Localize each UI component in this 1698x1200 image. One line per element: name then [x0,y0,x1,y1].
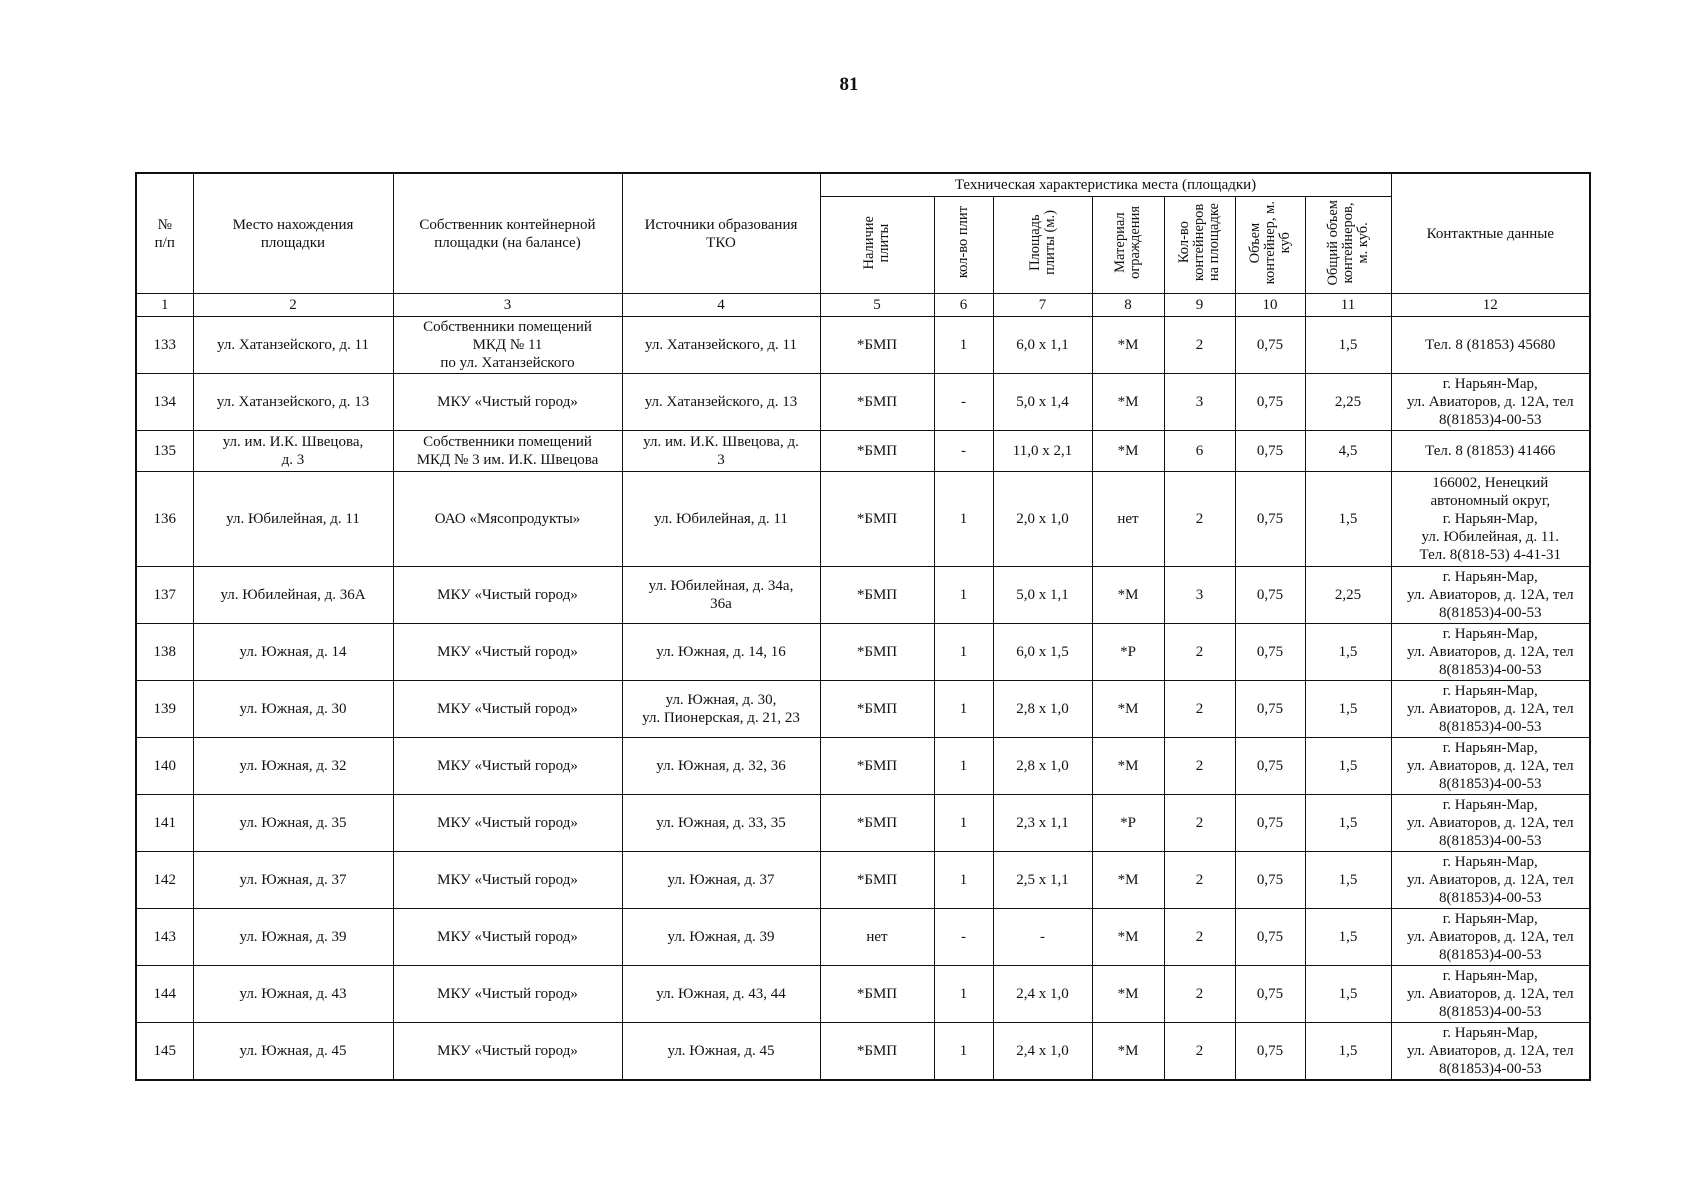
cell-container-count: 2 [1164,909,1235,966]
header-contacts: Контактные данные [1391,173,1590,294]
cell-plate-presence: *БМП [820,431,934,472]
cell-plate-presence: *БМП [820,317,934,374]
cell-owner: МКУ «Чистый город» [393,1023,622,1081]
cell-row-number: 139 [136,681,193,738]
cell-plate-presence: *БМП [820,1023,934,1081]
cell-contacts: г. Нарьян-Мар, ул. Авиаторов, д. 12А, тел 8(81853)4-00-53 [1391,966,1590,1023]
column-number: 7 [993,294,1092,317]
cell-row-number: 134 [136,374,193,431]
cell-plate-count: 1 [934,738,993,795]
cell-sources: ул. Южная, д. 14, 16 [622,624,820,681]
cell-fence-material: *М [1092,852,1164,909]
cell-container-volume: 0,75 [1235,567,1305,624]
cell-contacts: г. Нарьян-Мар, ул. Авиаторов, д. 12А, тел 8(81853)4-00-53 [1391,374,1590,431]
cell-container-count: 3 [1164,374,1235,431]
header-plate-presence-cell [820,197,934,294]
cell-plate-count: 1 [934,472,993,567]
cell-fence-material: *М [1092,567,1164,624]
cell-sources: ул. Южная, д. 37 [622,852,820,909]
cell-plate-count: - [934,374,993,431]
cell-fence-material: *Р [1092,624,1164,681]
cell-container-count: 2 [1164,795,1235,852]
header-sources: Источники образования ТКО [622,173,820,294]
cell-container-count: 2 [1164,317,1235,374]
cell-row-number: 142 [136,852,193,909]
cell-container-count: 2 [1164,966,1235,1023]
cell-owner: МКУ «Чистый город» [393,795,622,852]
cell-total-volume: 2,25 [1305,374,1391,431]
table-body [136,317,1590,1081]
cell-sources: ул. им. И.К. Швецова, д. 3 [622,431,820,472]
cell-plate-area: 2,3 х 1,1 [993,795,1092,852]
cell-container-count: 2 [1164,738,1235,795]
column-number: 1 [136,294,193,317]
cell-container-volume: 0,75 [1235,909,1305,966]
cell-location: ул. Южная, д. 30 [193,681,393,738]
table-row [136,852,1590,909]
cell-plate-count: 1 [934,317,993,374]
cell-container-count: 2 [1164,624,1235,681]
cell-total-volume: 1,5 [1305,966,1391,1023]
header-location: Место нахождения площадки [193,173,393,294]
page-number: 81 [839,74,859,95]
cell-row-number: 133 [136,317,193,374]
header-plate-area-cell [993,197,1092,294]
cell-contacts: г. Нарьян-Мар, ул. Авиаторов, д. 12А, тел 8(81853)4-00-53 [1391,1023,1590,1081]
table-row [136,567,1590,624]
cell-plate-count: 1 [934,966,993,1023]
cell-fence-material: нет [1092,472,1164,567]
cell-contacts: г. Нарьян-Мар, ул. Авиаторов, д. 12А, тел 8(81853)4-00-53 [1391,624,1590,681]
cell-plate-area: 2,4 х 1,0 [993,1023,1092,1081]
cell-plate-presence: *БМП [820,681,934,738]
cell-row-number: 136 [136,472,193,567]
cell-sources: ул. Хатанзейского, д. 13 [622,374,820,431]
cell-location: ул. Юбилейная, д. 36А [193,567,393,624]
cell-location: ул. Хатанзейского, д. 11 [193,317,393,374]
cell-contacts: г. Нарьян-Мар, ул. Авиаторов, д. 12А, тел 8(81853)4-00-53 [1391,567,1590,624]
cell-plate-area: 5,0 х 1,4 [993,374,1092,431]
cell-contacts: г. Нарьян-Мар, ул. Авиаторов, д. 12А, тел 8(81853)4-00-53 [1391,738,1590,795]
cell-plate-presence: *БМП [820,567,934,624]
cell-sources: ул. Южная, д. 30, ул. Пионерская, д. 21, 23 [622,681,820,738]
header-plate-area: Площадь плиты (м.) [1026,210,1058,275]
cell-location: ул. Юбилейная, д. 11 [193,472,393,567]
cell-plate-area: 6,0 х 1,5 [993,624,1092,681]
cell-sources: ул. Южная, д. 43, 44 [622,966,820,1023]
cell-plate-presence: *БМП [820,374,934,431]
column-number: 12 [1391,294,1590,317]
table-row [136,472,1590,567]
column-number: 5 [820,294,934,317]
cell-plate-count: 1 [934,681,993,738]
cell-container-count: 2 [1164,472,1235,567]
column-number: 10 [1235,294,1305,317]
cell-owner: МКУ «Чистый город» [393,374,622,431]
header-fence-material: Материал ограждения [1112,206,1143,279]
table-row [136,1023,1590,1081]
cell-total-volume: 1,5 [1305,909,1391,966]
cell-total-volume: 2,25 [1305,567,1391,624]
table-row [136,431,1590,472]
header-container-volume-cell [1235,197,1305,294]
cell-location: ул. Южная, д. 45 [193,1023,393,1081]
table-row [136,966,1590,1023]
cell-plate-count: - [934,431,993,472]
cell-owner: МКУ «Чистый город» [393,852,622,909]
cell-container-volume: 0,75 [1235,795,1305,852]
cell-sources: ул. Хатанзейского, д. 11 [622,317,820,374]
header-container-volume: Объем контейнер, м. куб [1246,200,1293,285]
header-container-count: Кол-во контейнеров на площадке [1176,203,1222,282]
cell-owner: Собственники помещений МКД № 11 по ул. Хатанзейского [393,317,622,374]
header-no: № п/п [136,173,193,294]
cell-total-volume: 1,5 [1305,795,1391,852]
cell-contacts: г. Нарьян-Мар, ул. Авиаторов, д. 12А, тел 8(81853)4-00-53 [1391,795,1590,852]
cell-location: ул. Хатанзейского, д. 13 [193,374,393,431]
column-number: 2 [193,294,393,317]
cell-container-volume: 0,75 [1235,472,1305,567]
column-number: 9 [1164,294,1235,317]
cell-owner: МКУ «Чистый город» [393,738,622,795]
container-sites-table [135,172,1591,1081]
cell-fence-material: *М [1092,966,1164,1023]
cell-plate-count: 1 [934,567,993,624]
cell-contacts: Тел. 8 (81853) 45680 [1391,317,1590,374]
cell-fence-material: *М [1092,317,1164,374]
cell-sources: ул. Южная, д. 32, 36 [622,738,820,795]
cell-location: ул. им. И.К. Швецова, д. 3 [193,431,393,472]
header-owner: Собственник контейнерной площадки (на балансе) [393,173,622,294]
cell-container-volume: 0,75 [1235,317,1305,374]
cell-container-count: 2 [1164,681,1235,738]
cell-owner: МКУ «Чистый город» [393,681,622,738]
cell-plate-area: 11,0 х 2,1 [993,431,1092,472]
cell-plate-presence: *БМП [820,852,934,909]
cell-fence-material: *М [1092,909,1164,966]
header-total-volume-cell [1305,197,1391,294]
cell-contacts: г. Нарьян-Мар, ул. Авиаторов, д. 12А, тел 8(81853)4-00-53 [1391,852,1590,909]
cell-container-volume: 0,75 [1235,374,1305,431]
table-row [136,909,1590,966]
table-row [136,317,1590,374]
header-container-count-cell [1164,197,1235,294]
cell-total-volume: 1,5 [1305,738,1391,795]
cell-plate-presence: *БМП [820,795,934,852]
cell-row-number: 135 [136,431,193,472]
header-tech-group: Техническая характеристика места (площадки) [820,173,1391,197]
cell-plate-count: - [934,909,993,966]
cell-owner: МКУ «Чистый город» [393,567,622,624]
cell-plate-area: 5,0 х 1,1 [993,567,1092,624]
cell-plate-count: 1 [934,795,993,852]
cell-sources: ул. Южная, д. 45 [622,1023,820,1081]
cell-owner: МКУ «Чистый город» [393,909,622,966]
cell-fence-material: *М [1092,738,1164,795]
cell-sources: ул. Юбилейная, д. 11 [622,472,820,567]
cell-location: ул. Южная, д. 35 [193,795,393,852]
header-plate-presence: Наличие плиты [861,215,892,270]
cell-fence-material: *М [1092,374,1164,431]
cell-row-number: 141 [136,795,193,852]
cell-location: ул. Южная, д. 14 [193,624,393,681]
cell-row-number: 137 [136,567,193,624]
cell-total-volume: 1,5 [1305,317,1391,374]
cell-container-volume: 0,75 [1235,738,1305,795]
column-number: 4 [622,294,820,317]
cell-container-volume: 0,75 [1235,431,1305,472]
cell-container-volume: 0,75 [1235,681,1305,738]
cell-plate-area: 2,5 х 1,1 [993,852,1092,909]
column-number: 8 [1092,294,1164,317]
cell-plate-presence: *БМП [820,624,934,681]
table-row [136,738,1590,795]
cell-plate-area: 2,4 х 1,0 [993,966,1092,1023]
cell-total-volume: 1,5 [1305,624,1391,681]
cell-contacts: Тел. 8 (81853) 41466 [1391,431,1590,472]
cell-plate-area: 6,0 х 1,1 [993,317,1092,374]
cell-location: ул. Южная, д. 37 [193,852,393,909]
table-row [136,795,1590,852]
cell-container-count: 2 [1164,852,1235,909]
cell-container-volume: 0,75 [1235,1023,1305,1081]
cell-container-count: 3 [1164,567,1235,624]
cell-container-volume: 0,75 [1235,624,1305,681]
cell-sources: ул. Юбилейная, д. 34а, 36а [622,567,820,624]
cell-owner: МКУ «Чистый город» [393,624,622,681]
cell-container-volume: 0,75 [1235,852,1305,909]
table-row [136,681,1590,738]
cell-plate-count: 1 [934,852,993,909]
cell-location: ул. Южная, д. 39 [193,909,393,966]
cell-container-count: 2 [1164,1023,1235,1081]
column-number: 3 [393,294,622,317]
cell-row-number: 144 [136,966,193,1023]
header-plate-count-cell [934,197,993,294]
cell-fence-material: *М [1092,681,1164,738]
cell-plate-presence: *БМП [820,472,934,567]
column-number: 6 [934,294,993,317]
cell-plate-count: 1 [934,1023,993,1081]
header-plate-count: кол-во плит [955,206,971,279]
cell-contacts: г. Нарьян-Мар, ул. Авиаторов, д. 12А, тел 8(81853)4-00-53 [1391,909,1590,966]
header-row-top [136,173,1590,197]
cell-location: ул. Южная, д. 43 [193,966,393,1023]
cell-row-number: 143 [136,909,193,966]
cell-plate-presence: *БМП [820,738,934,795]
cell-container-count: 6 [1164,431,1235,472]
cell-plate-presence: *БМП [820,966,934,1023]
column-number: 11 [1305,294,1391,317]
cell-container-volume: 0,75 [1235,966,1305,1023]
cell-total-volume: 1,5 [1305,681,1391,738]
cell-row-number: 145 [136,1023,193,1081]
cell-plate-presence: нет [820,909,934,966]
cell-fence-material: *М [1092,1023,1164,1081]
header-fence-material-cell [1092,197,1164,294]
cell-contacts: 166002, Ненецкий автономный округ, г. Нарьян-Мар, ул. Юбилейная, д. 11. Тел. 8(818-53) 4-41-31 [1391,472,1590,567]
cell-total-volume: 4,5 [1305,431,1391,472]
column-number-row [136,294,1590,317]
cell-contacts: г. Нарьян-Мар, ул. Авиаторов, д. 12А, тел 8(81853)4-00-53 [1391,681,1590,738]
cell-row-number: 138 [136,624,193,681]
cell-plate-area: - [993,909,1092,966]
cell-total-volume: 1,5 [1305,1023,1391,1081]
cell-plate-count: 1 [934,624,993,681]
cell-row-number: 140 [136,738,193,795]
header-total-volume: Общий объем контейнеров, м. куб. [1324,199,1371,286]
cell-sources: ул. Южная, д. 33, 35 [622,795,820,852]
cell-fence-material: *Р [1092,795,1164,852]
cell-owner: ОАО «Мясопродукты» [393,472,622,567]
cell-location: ул. Южная, д. 32 [193,738,393,795]
cell-owner: МКУ «Чистый город» [393,966,622,1023]
table-row [136,624,1590,681]
cell-plate-area: 2,8 х 1,0 [993,681,1092,738]
cell-plate-area: 2,0 х 1,0 [993,472,1092,567]
cell-fence-material: *М [1092,431,1164,472]
cell-plate-area: 2,8 х 1,0 [993,738,1092,795]
table-row [136,374,1590,431]
cell-owner: Собственники помещений МКД № 3 им. И.К. Швецова [393,431,622,472]
cell-total-volume: 1,5 [1305,472,1391,567]
cell-total-volume: 1,5 [1305,852,1391,909]
cell-sources: ул. Южная, д. 39 [622,909,820,966]
